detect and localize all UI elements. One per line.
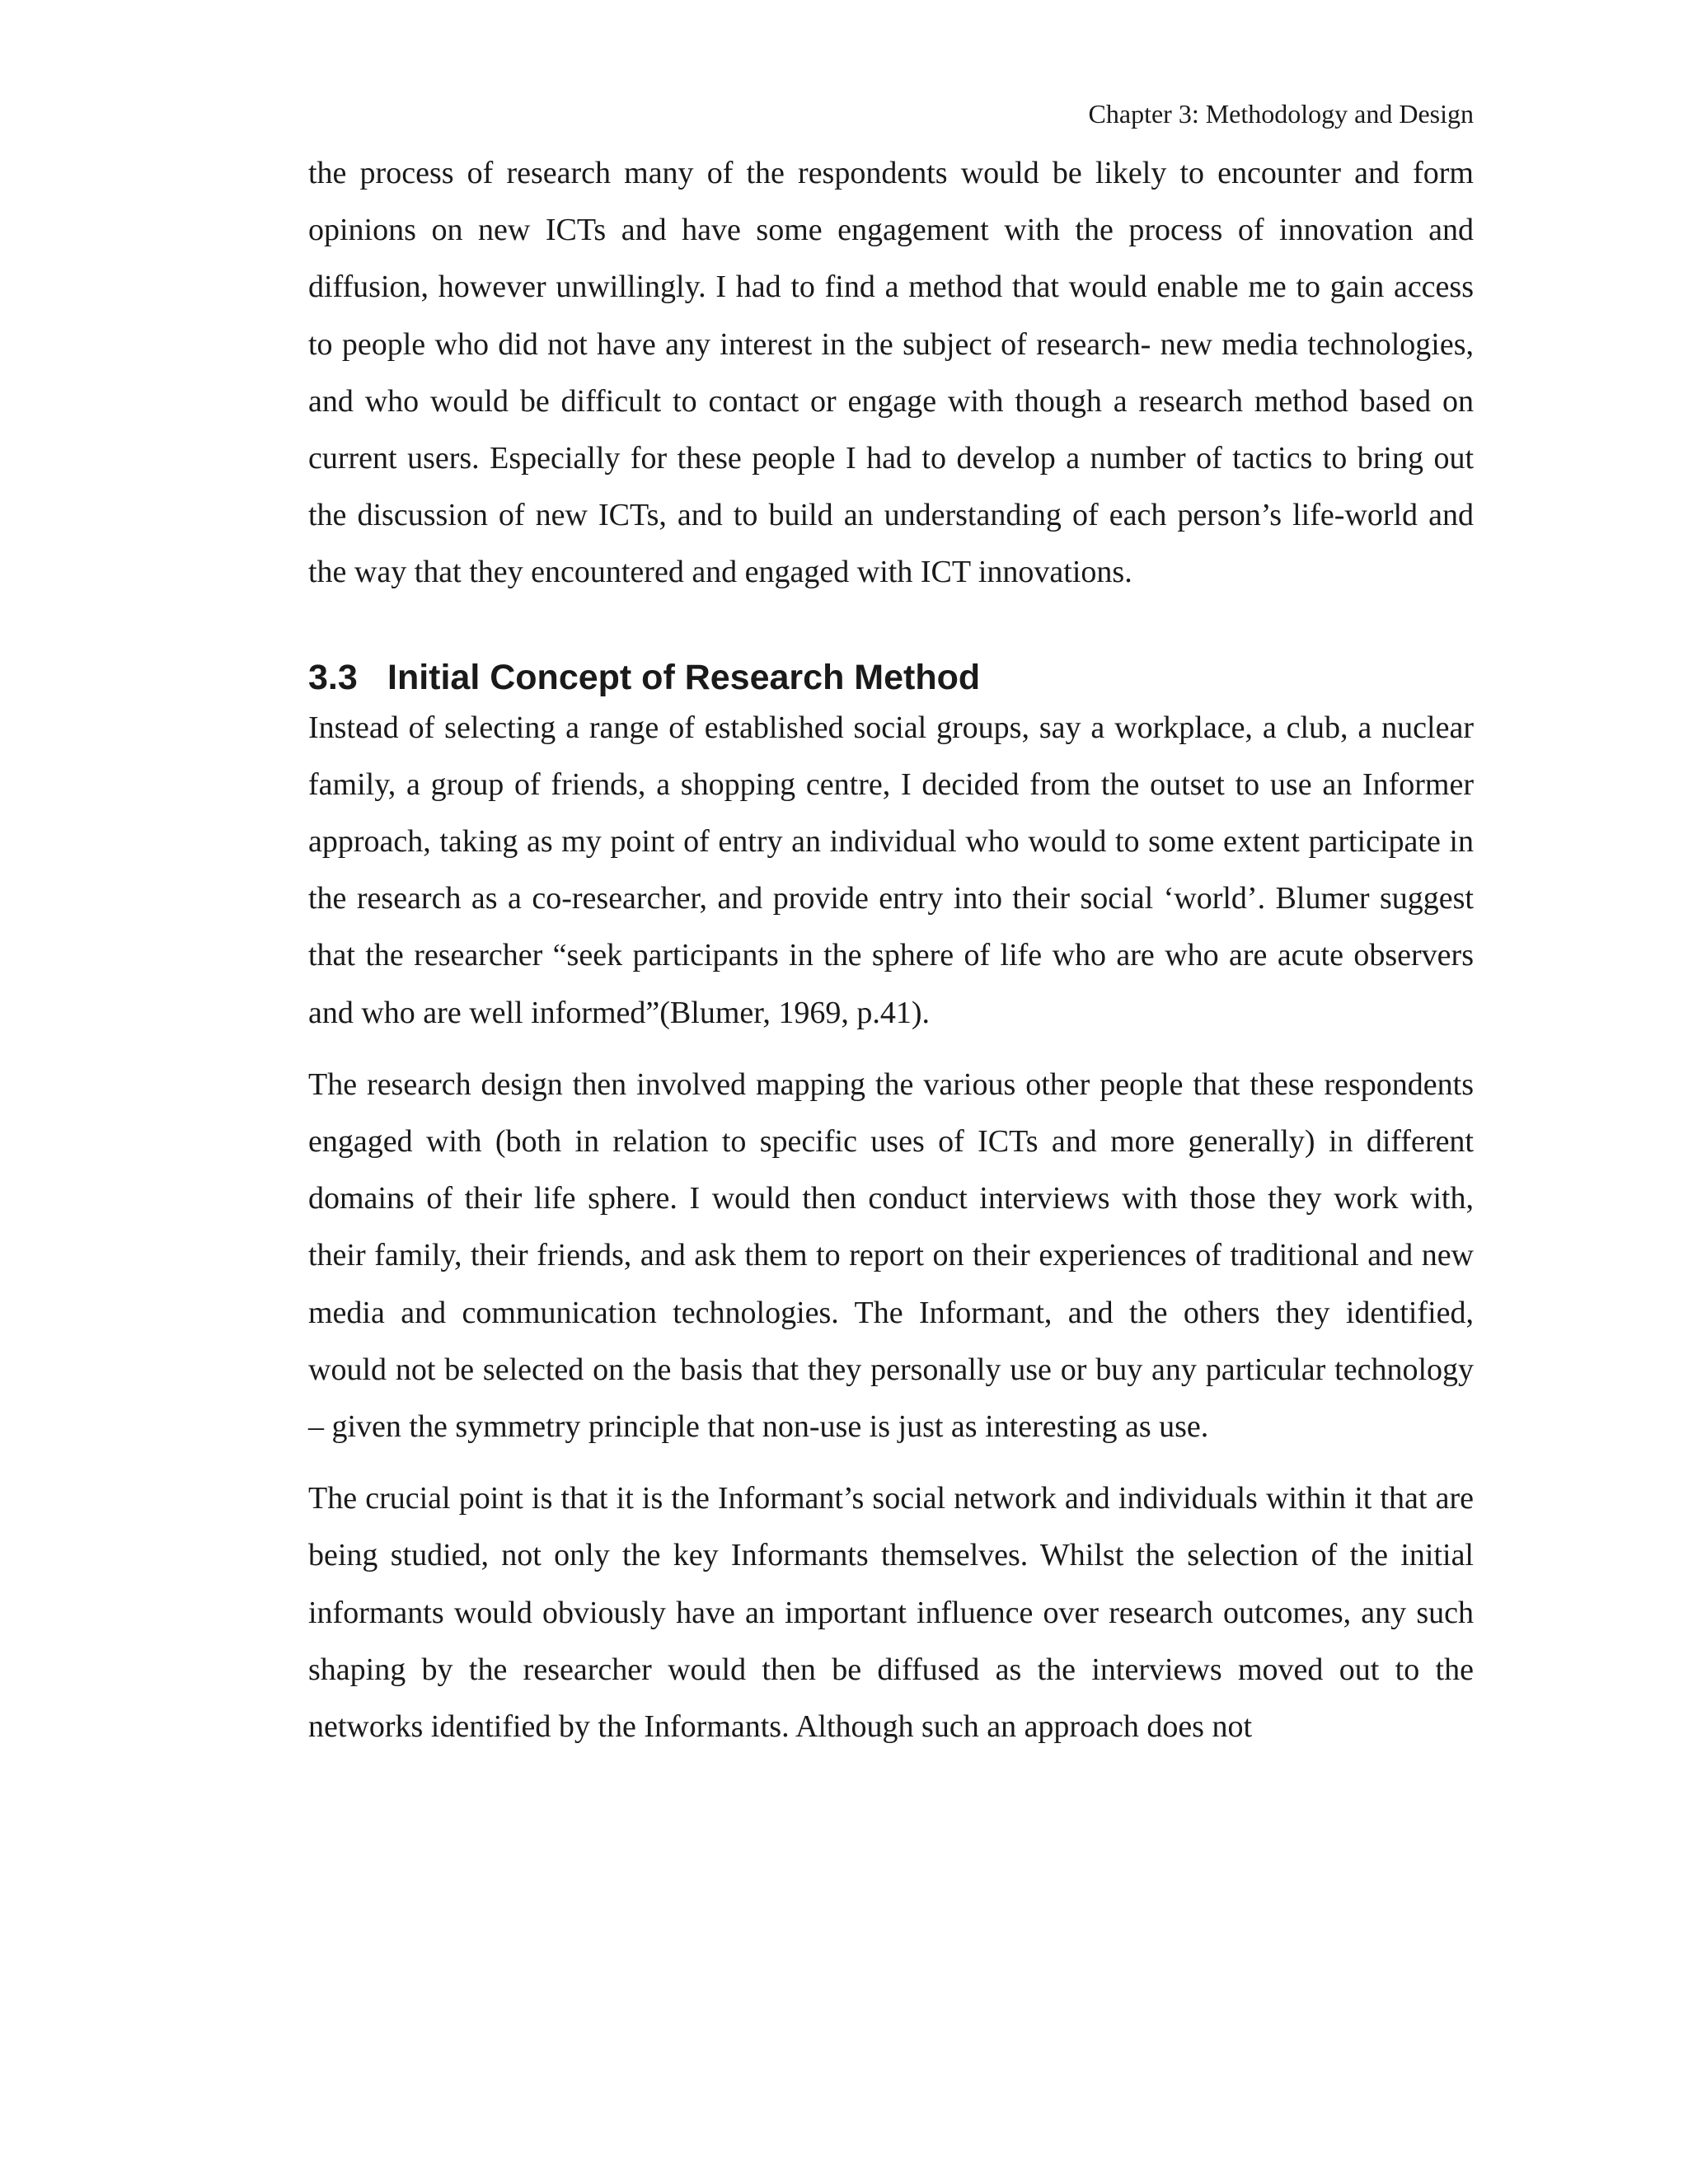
section-number: 3.3 — [308, 657, 358, 697]
running-header: Chapter 3: Methodology and Design — [1088, 99, 1474, 129]
section-title: Initial Concept of Research Method — [387, 657, 981, 697]
paragraph-social-network: The crucial point is that it is the Informant’s social network and individuals within it that are being studied, not only the key Informants themselves. Whilst the selection of the initial informants would obviously have an important influence over research outcomes, any such shaping by the researcher would then be diffused as the interviews moved out to the networks identified by the Informants. Although such an approach does not — [308, 1481, 1474, 1745]
paragraph-research-design: The research design then involved mapping the various other people that these respondents engaged with (both in relation to specific uses of ICTs and more generally) in different domains of their life sphere. I would then conduct interviews with those they work with, their family, their friends, and ask them to report on their experiences of traditional and new media and communication technologies. The Informant, and the others they identified, would not be selected on the basis that they personally use or buy any particular technology – given the symmetry principle that non-use is just as interesting as use. — [308, 1066, 1474, 1445]
section-heading — [308, 655, 1474, 700]
paragraph-informer-approach: Instead of selecting a range of established social groups, say a workplace, a club, a nuclear family, a group of friends, a shopping centre, I decided from the outset to use an Informer approach, taking as my point of entry an individual who would to some extent participate in the research as a co-researcher, and provide entry into their social ‘world’. Blumer suggest that the researcher “seek participants in the sphere of life who are who are acute observers and who are well informed”(Blumer, 1969, p.41). — [308, 710, 1474, 1030]
paragraph-continuation: the process of research many of the respondents would be likely to encounter and form opinions on new ICTs and have some engagement with the process of innovation and diffusion, however unwillingly. I had to find a method that would enable me to gain access to people who did not have any interest in the subject of research- new media technologies, and who would be difficult to contact or engage with though a research method based on current users. Especially for these people I had to develop a number of tactics to bring out the discussion of new ICTs, and to build an understanding of each person’s life-world and the way that they encountered and engaged with ICT innovations. — [308, 156, 1474, 590]
page-body — [308, 145, 1474, 1770]
